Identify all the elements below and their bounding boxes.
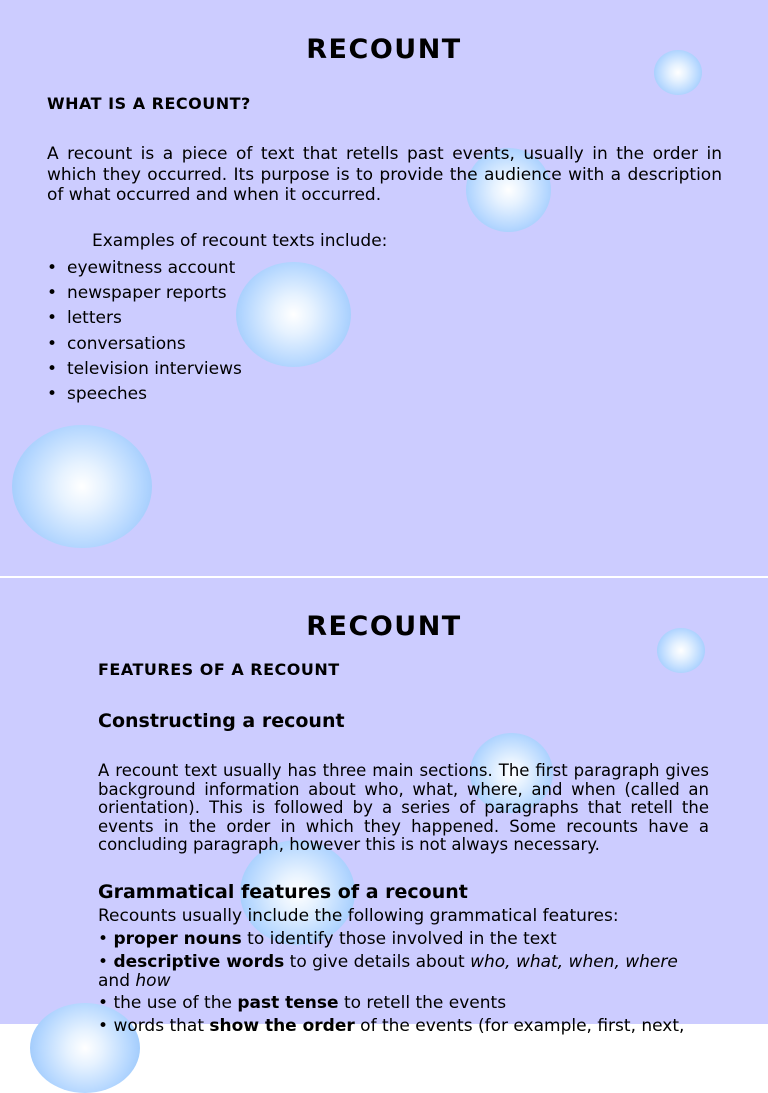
list-item-label: television interviews	[67, 358, 242, 379]
list-item	[98, 994, 506, 1013]
list-item	[47, 256, 242, 281]
slide-title: RECOUNT	[306, 34, 462, 65]
feature-emphasis: how	[135, 971, 171, 991]
bullet-icon: •	[47, 358, 58, 379]
bullet-icon: •	[47, 333, 58, 354]
list-item	[98, 953, 710, 991]
feature-description: to give details about	[284, 952, 471, 972]
grammar-intro: Recounts usually include the following grammatical features:	[98, 906, 619, 926]
bullet-icon: •	[47, 308, 58, 329]
definition-paragraph: A recount is a piece of text that retells past events, usually in the order in which they occurred. Its purpose is to provide the audience with a description of what occurred and when it occurred.	[47, 144, 722, 205]
feature-description: to identify those involved in the text	[241, 929, 557, 949]
slide-2	[0, 578, 768, 1036]
list-item-label: letters	[67, 308, 122, 329]
feature-term: descriptive words	[113, 952, 285, 972]
list-item-label: speeches	[67, 383, 148, 404]
list-item	[98, 1017, 684, 1036]
bullet-icon: •	[47, 283, 58, 304]
bubble-decoration	[12, 425, 152, 548]
feature-term: show the order	[209, 1016, 355, 1036]
bullet-icon: •	[98, 929, 109, 949]
bubble-decoration	[236, 262, 351, 367]
list-item-label: conversations	[67, 333, 186, 354]
examples-intro: Examples of recount texts include:	[92, 231, 388, 251]
slide-title: RECOUNT	[306, 611, 462, 642]
feature-term: proper nouns	[113, 929, 242, 949]
constructing-paragraph: A recount text usually has three main sections. The first paragraph gives background information about who, what, where, and when (called an orientation). This is followed by a series of paragraphs that retell the events in the order in which they happened. Some recounts have a concluding paragraph, however this is not always necessary.	[98, 761, 709, 854]
feature-term: past tense	[237, 993, 339, 1013]
section-heading-grammar: Grammatical features of a recount	[98, 881, 468, 903]
list-item	[47, 306, 242, 331]
slide-subtitle: WHAT IS A RECOUNT?	[47, 94, 251, 113]
list-item-label: newspaper reports	[67, 283, 227, 304]
list-item	[47, 332, 242, 357]
feature-description: to retell the events	[338, 993, 507, 1013]
bullet-icon: •	[98, 993, 109, 1013]
list-item-label: eyewitness account	[67, 258, 236, 278]
feature-description: and	[98, 971, 136, 991]
feature-description: of the events (for example, first, next,	[354, 1016, 685, 1036]
bullet-icon: •	[47, 383, 58, 404]
slide-subtitle: FEATURES OF A RECOUNT	[98, 660, 340, 679]
feature-emphasis: who, what, when, where	[470, 952, 678, 972]
bullet-icon: •	[98, 952, 109, 972]
examples-list	[47, 256, 242, 407]
list-item	[98, 930, 557, 949]
feature-description: words that	[113, 1016, 210, 1036]
section-heading-constructing: Constructing a recount	[98, 710, 345, 732]
bullet-icon: •	[47, 258, 58, 278]
list-item	[47, 382, 242, 407]
list-item	[47, 281, 242, 306]
bullet-icon: •	[98, 1016, 109, 1036]
list-item	[47, 357, 242, 382]
feature-description: the use of the	[113, 993, 238, 1013]
